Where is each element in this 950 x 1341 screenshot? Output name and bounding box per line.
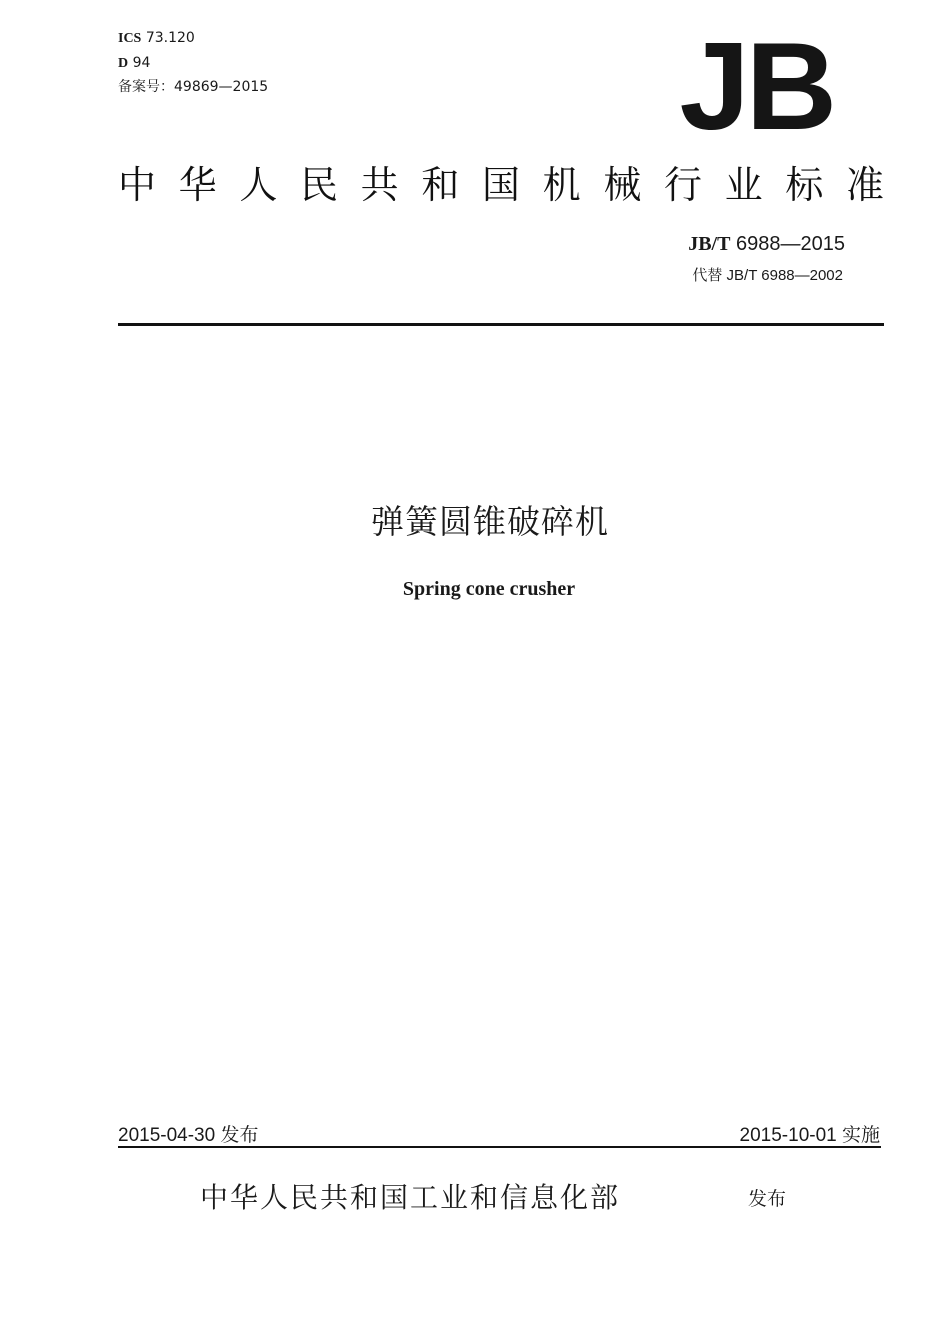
footer-divider <box>118 1146 881 1148</box>
standard-number <box>688 233 845 256</box>
document-title-en: Spring cone crusher <box>402 578 576 600</box>
ics-value: 73.120 <box>145 30 195 46</box>
classification-code <box>118 53 150 74</box>
record-label: 备案号： <box>118 79 174 95</box>
jb-logo: JB <box>679 18 834 156</box>
publish-date: 2015-04-30 发布 <box>118 1125 259 1146</box>
issuing-authority: 中华人民共和国工业和信息化部 <box>200 1181 621 1214</box>
document-title-cn: 弹簧圆锥破碎机 <box>371 502 609 541</box>
standard-number-prefix: JB/T <box>688 233 731 255</box>
classification-value: 94 <box>132 55 151 71</box>
classification-label: D <box>118 56 129 71</box>
effective-date: 2015-10-01 实施 <box>739 1125 880 1146</box>
standard-category-title: 中华人民共和国机械行业标准 <box>118 163 884 207</box>
header-divider <box>118 323 884 326</box>
record-number <box>118 77 268 97</box>
record-value: 49869—2015 <box>174 79 269 95</box>
ics-label: ICS <box>118 31 142 46</box>
standard-number-value: 6988—2015 <box>736 233 845 255</box>
issuing-authority-suffix: 发布 <box>748 1188 787 1210</box>
replaces-standard: 代替 JB/T 6988—2002 <box>692 267 843 284</box>
ics-code <box>118 28 195 49</box>
